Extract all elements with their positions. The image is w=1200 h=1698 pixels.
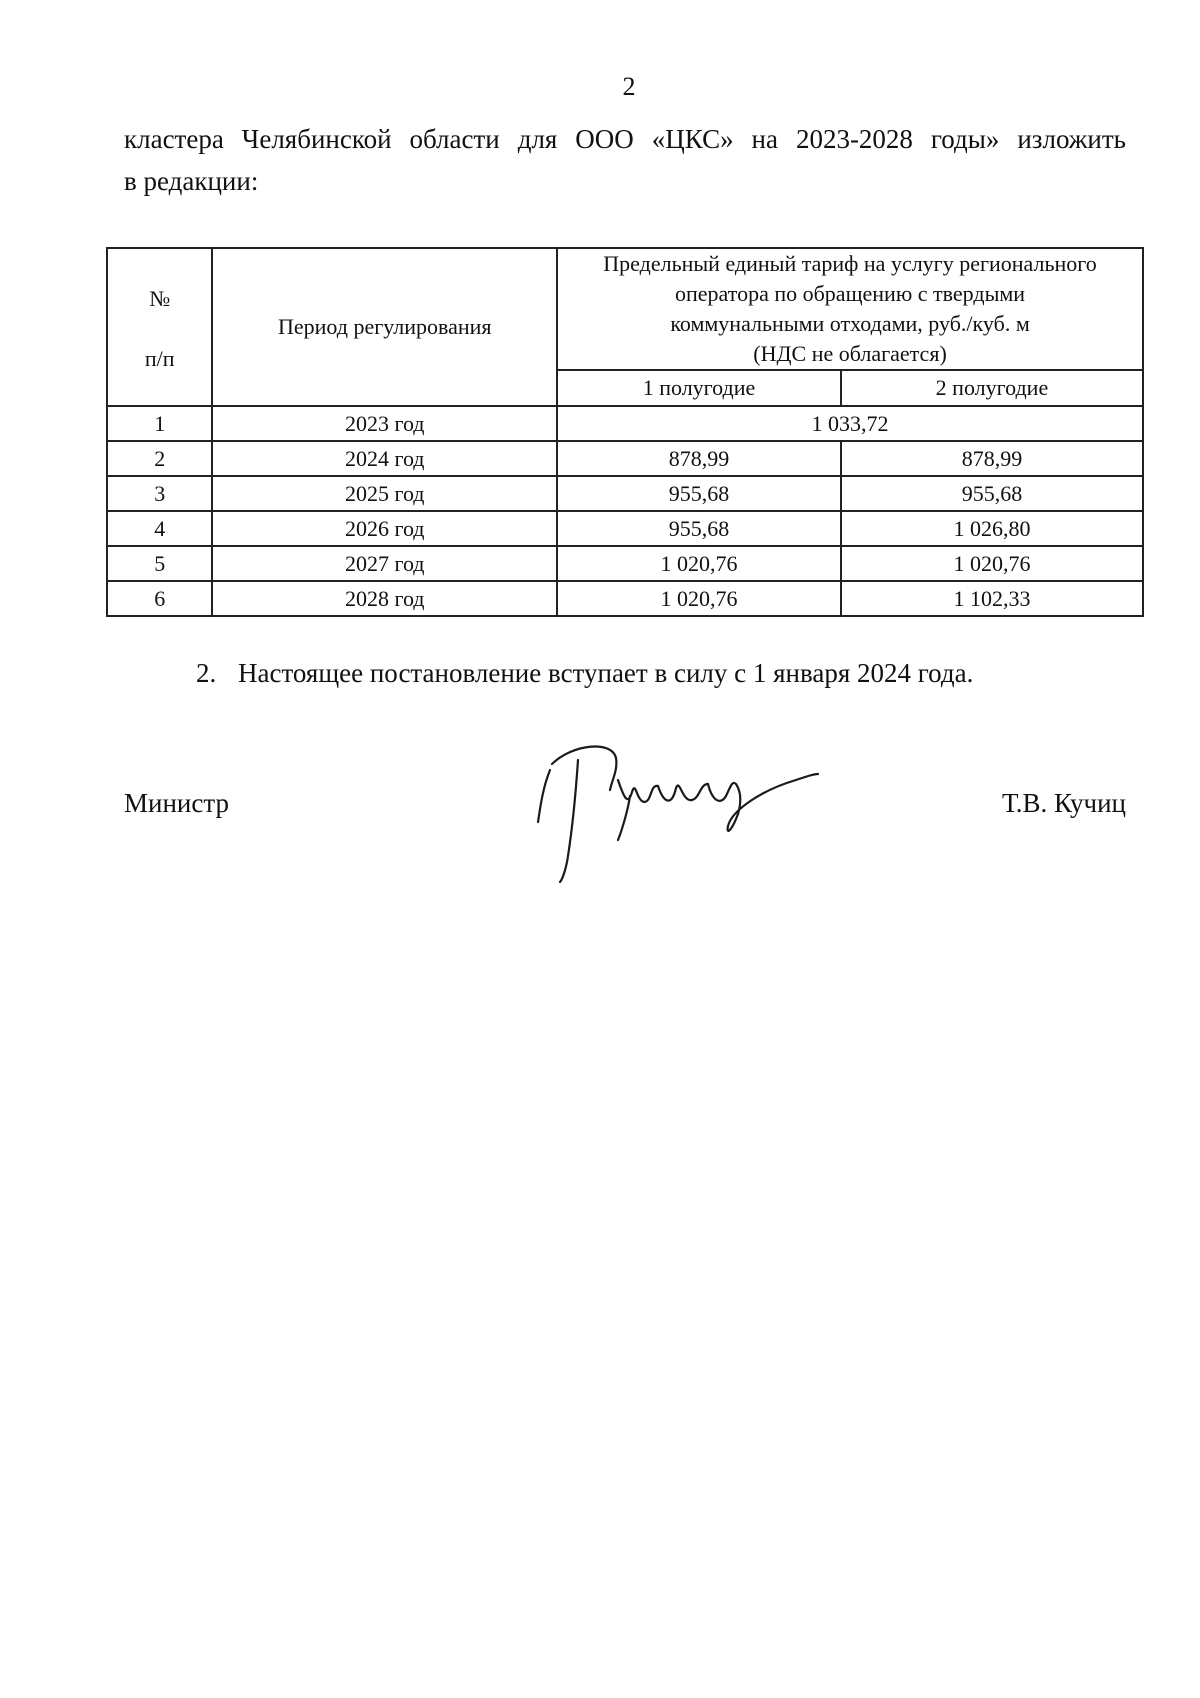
header-number-pp: п/п	[144, 346, 175, 371]
row-half2-cell: 1 026,80	[841, 511, 1143, 546]
table-row	[107, 476, 1143, 511]
handwritten-signature	[532, 740, 822, 890]
clause-paragraph	[196, 658, 973, 689]
row-period-cell: 2028 год	[212, 581, 557, 616]
row-number-cell: 2	[107, 441, 212, 476]
table-row	[107, 441, 1143, 476]
row-number-cell: 5	[107, 546, 212, 581]
row-half1-cell: 1 020,76	[557, 581, 841, 616]
header-number-symbol: №	[149, 286, 171, 311]
header-tariff-line: (НДС не облагается)	[753, 341, 947, 366]
header-half1-cell: 1 полугодие	[557, 370, 841, 406]
intro-line-1: кластера Челябинской области для ООО «ЦКС» на 2023-2028 годы» изложить	[124, 124, 1126, 154]
row-half1-cell: 1 020,76	[557, 546, 841, 581]
row-period-cell: 2025 год	[212, 476, 557, 511]
header-number-cell	[107, 248, 212, 406]
table-header-row	[107, 248, 1143, 370]
table-row	[107, 581, 1143, 616]
row-half2-cell: 1 102,33	[841, 581, 1143, 616]
intro-line-2: в редакции:	[124, 166, 259, 196]
table-row	[107, 511, 1143, 546]
header-period-cell: Период регулирования	[212, 248, 557, 406]
row-half2-cell: 878,99	[841, 441, 1143, 476]
row-number-cell: 1	[107, 406, 212, 441]
row-half2-cell: 1 020,76	[841, 546, 1143, 581]
table-row	[107, 546, 1143, 581]
row-period-cell: 2023 год	[212, 406, 557, 441]
row-number-cell: 3	[107, 476, 212, 511]
signatory-title: Министр	[124, 788, 229, 818]
row-half2-cell: 955,68	[841, 476, 1143, 511]
tariff-table	[106, 247, 1144, 617]
clause-text: Настоящее постановление вступает в силу с 1 января 2024 года.	[238, 658, 974, 688]
table-row	[107, 406, 1143, 441]
row-half1-cell: 955,68	[557, 476, 841, 511]
header-tariff-cell	[557, 248, 1143, 370]
row-half1-cell: 955,68	[557, 511, 841, 546]
row-period-cell: 2024 год	[212, 441, 557, 476]
row-period-cell: 2027 год	[212, 546, 557, 581]
row-number-cell: 6	[107, 581, 212, 616]
signatory-name: Т.В. Кучиц	[1001, 788, 1126, 818]
header-tariff-line: коммунальными отходами, руб./куб. м	[670, 311, 1030, 336]
row-number-cell: 4	[107, 511, 212, 546]
header-tariff-line: Предельный единый тариф на услугу регионального	[603, 251, 1097, 276]
clause-number: 2.	[196, 658, 217, 688]
row-merged-value-cell: 1 033,72	[557, 406, 1143, 441]
header-half2-cell: 2 полугодие	[841, 370, 1143, 406]
page-number: 2	[622, 72, 636, 101]
row-half1-cell: 878,99	[557, 441, 841, 476]
header-tariff-line: оператора по обращению с твердыми	[675, 281, 1026, 306]
intro-paragraph	[124, 118, 1126, 202]
row-period-cell: 2026 год	[212, 511, 557, 546]
